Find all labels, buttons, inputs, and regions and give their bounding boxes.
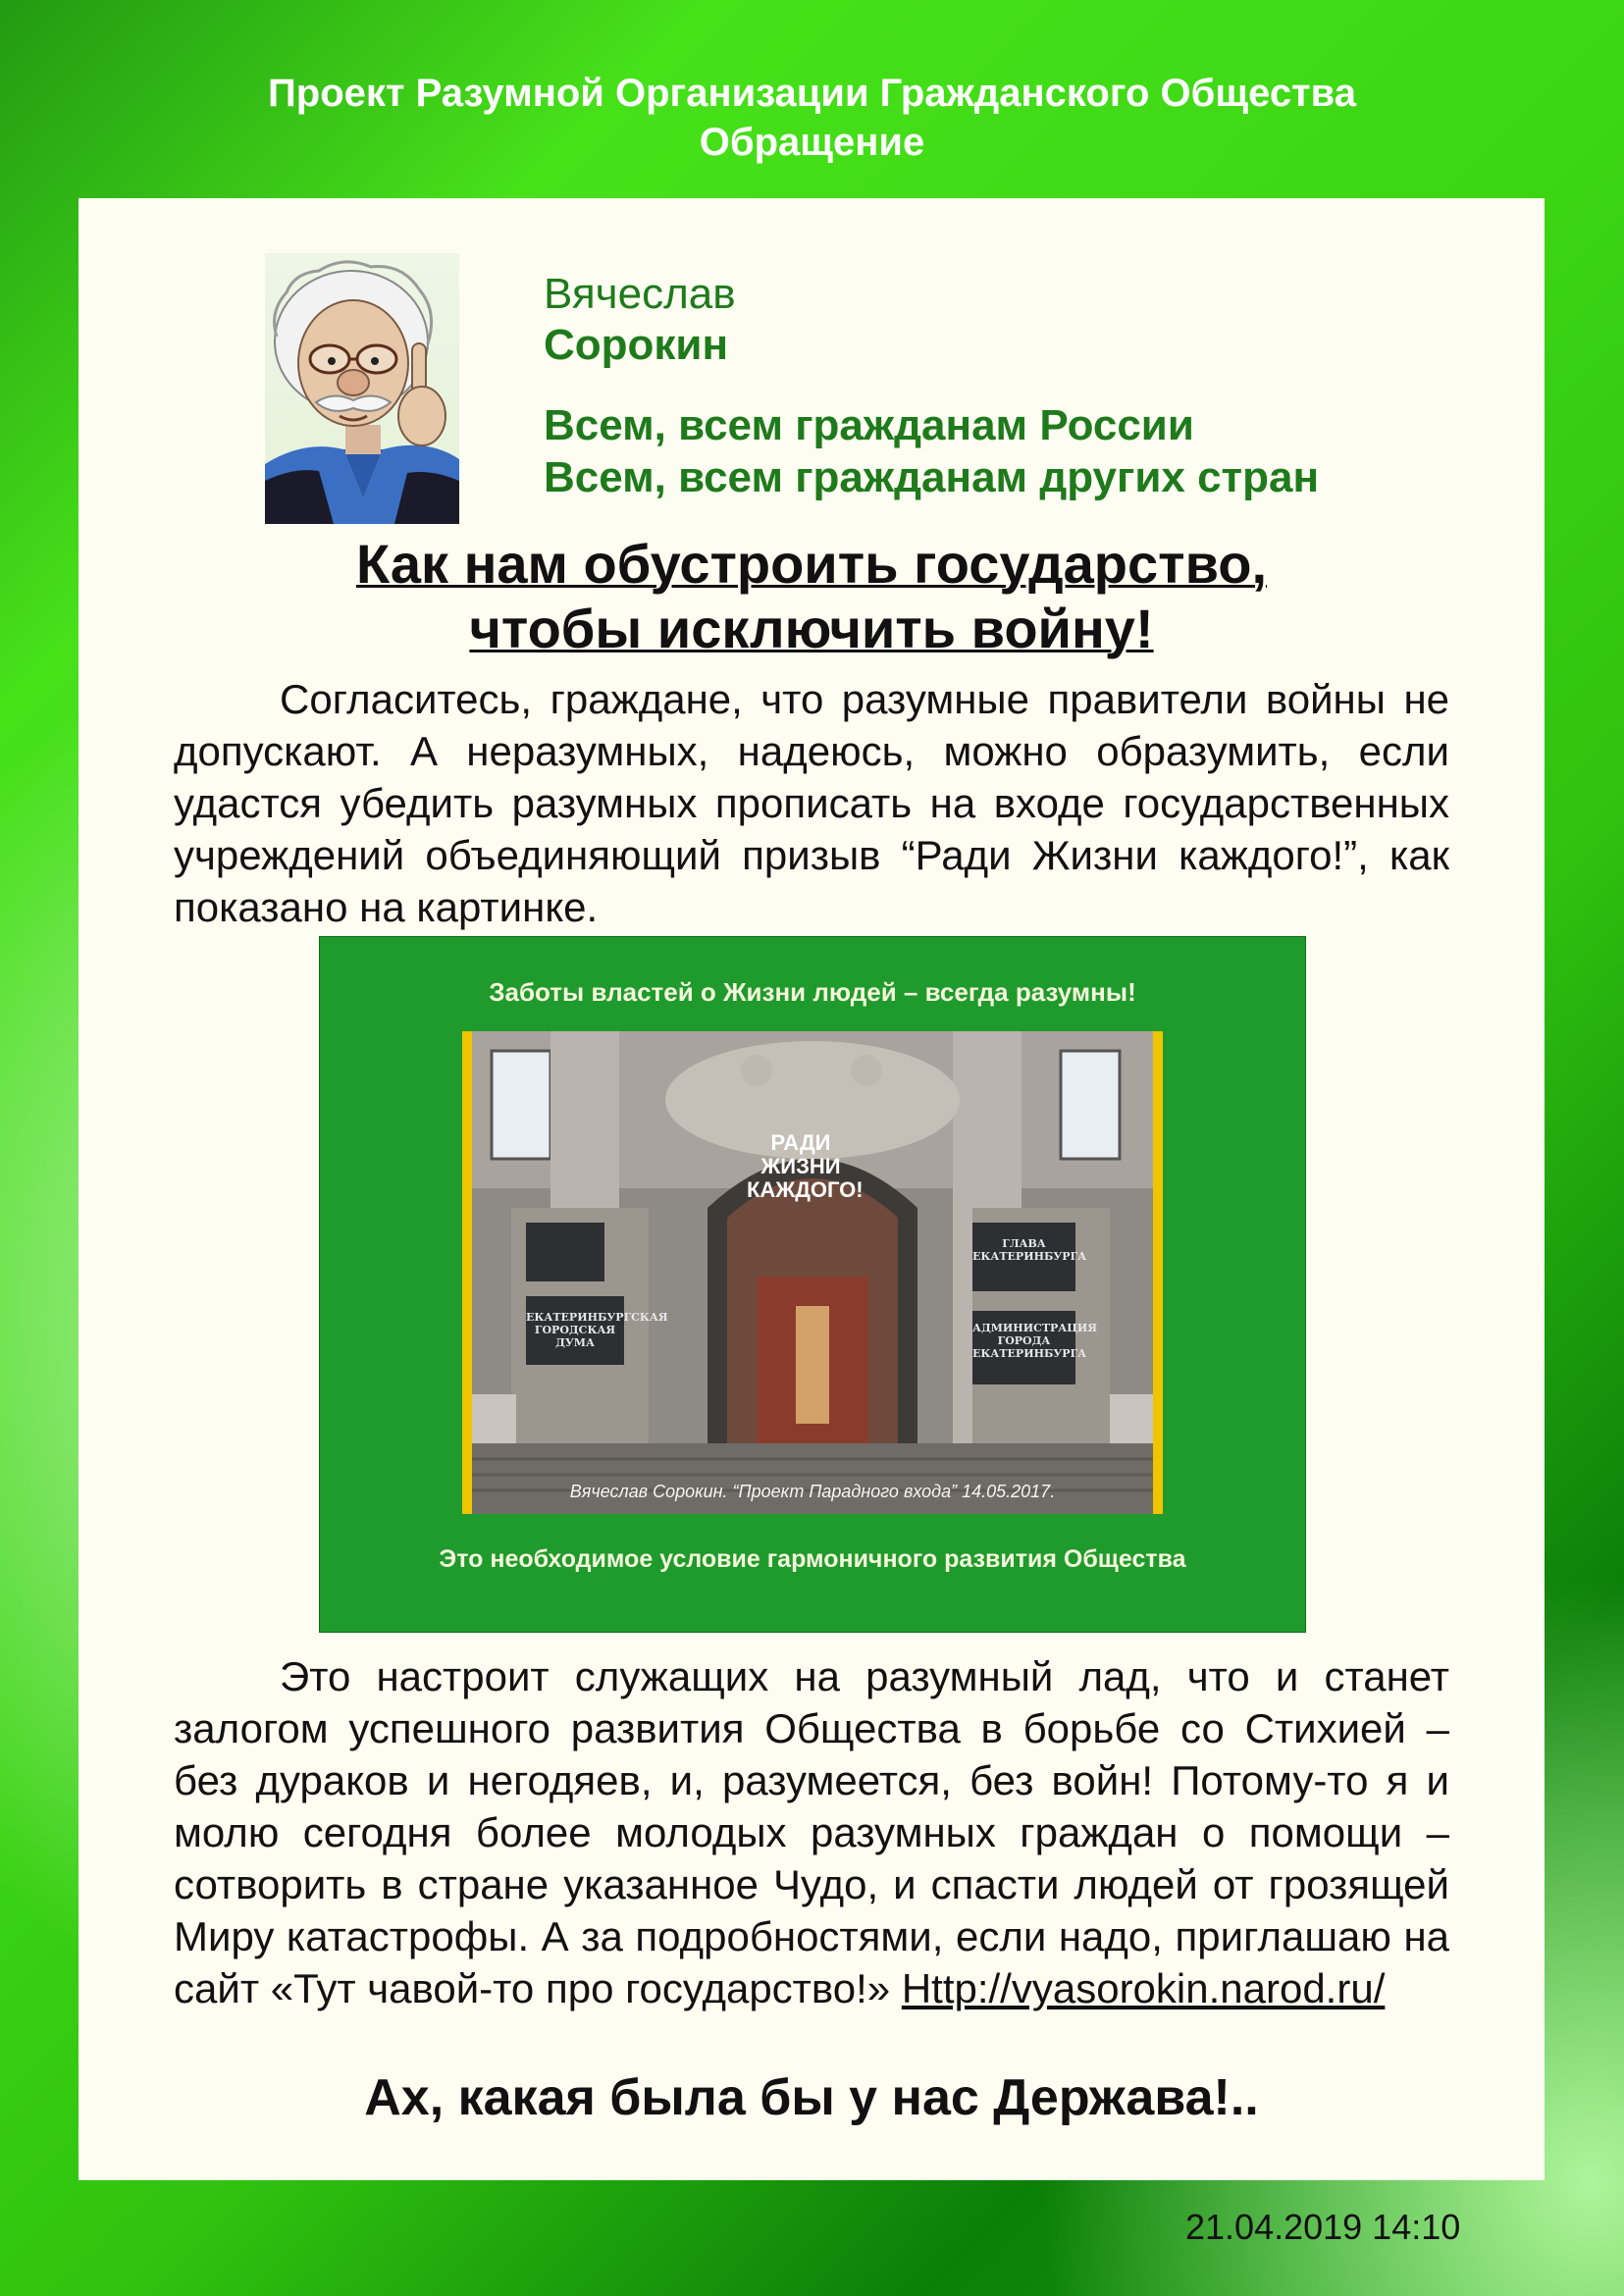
closing-exclamation: Ах, какая была бы у нас Держава!.. bbox=[364, 2069, 1259, 2126]
building-entrance-photo bbox=[462, 1031, 1163, 1514]
left-plaque-line-1: ЕКАТЕРИНБУРГСКАЯ bbox=[526, 1311, 668, 1324]
paragraph-1-text: Согласитесь, граждане, что разумные правители войны не допускают. А неразумных, надеюсь, можно образумить, если удастся убедить разумных прописать на входе государственных учреждений объединяющий призыв “Ради Жизни каждого!”, как показано на картинке. bbox=[174, 676, 1449, 930]
caricature-illustration bbox=[265, 253, 459, 524]
right-plaque-bottom-line-1: АДМИНИСТРАЦИЯ bbox=[972, 1322, 1097, 1334]
author-last-name: Сорокин bbox=[544, 321, 729, 369]
header-project-title: Проект Разумной Организации Гражданского Общества bbox=[268, 72, 1356, 115]
right-plaque-bottom-line-2: ГОРОДА bbox=[997, 1334, 1051, 1347]
right-plaque-bottom-line-3: ЕКАТЕРИНБУРГА bbox=[972, 1347, 1087, 1360]
arch-line-2: ЖИЗНИ bbox=[760, 1154, 841, 1178]
addressee-line-other-countries: Всем, всем гражданам других стран bbox=[544, 453, 1320, 501]
author-first-name: Вячеслав bbox=[544, 270, 736, 318]
arch-line-3: КАЖДОГО! bbox=[747, 1177, 864, 1202]
body-paragraph-2 bbox=[174, 1650, 1449, 2014]
addressee-line-russia: Всем, всем гражданам России bbox=[544, 401, 1194, 449]
author-name bbox=[544, 269, 736, 371]
timestamp: 21.04.2019 14:10 bbox=[1185, 2207, 1461, 2247]
right-plaque-top-line-1: ГЛАВА bbox=[1002, 1237, 1046, 1250]
right-plaque-bottom bbox=[972, 1322, 1097, 1360]
website-link[interactable]: Http://vyasorokin.narod.ru/ bbox=[901, 1965, 1386, 2011]
page-header bbox=[0, 69, 1624, 167]
arch-line-1: РАДИ bbox=[770, 1130, 831, 1155]
right-plaque-top bbox=[972, 1237, 1087, 1263]
arch-inscription bbox=[747, 1130, 864, 1202]
left-plaque bbox=[526, 1311, 668, 1349]
author-portrait bbox=[265, 253, 459, 524]
title-line-1: Как нам обустроить государство, bbox=[355, 533, 1268, 595]
content-panel bbox=[79, 198, 1545, 2180]
poster-bottom-slogan: Это необходимое условие гармоничного развития Общества bbox=[439, 1545, 1186, 1573]
poster-top-slogan: Заботы властей о Жизни людей – всегда разумны! bbox=[489, 977, 1136, 1007]
photo-caption: Вячеслав Сорокин. “Проект Парадного входа” 14.05.2017. bbox=[569, 1482, 1056, 1501]
poster-image bbox=[319, 936, 1306, 1633]
paragraph-2-text: Это настроит служащих на разумный лад, что и станет залогом успешного развития Общества в борьбе со Стихией – без дураков и негодяев, и, разумеется, без войн! Потому-то я и молю сегодня более молодых разумных граждан о помощи – сотворить в стране указанное Чудо, и спасти людей от грозящей Миру катастрофы. А за подробностями, если надо, приглашаю на сайт «Тут чавой-то про государство!» bbox=[174, 1653, 1449, 2011]
document-title bbox=[79, 532, 1545, 661]
body-paragraph-1 bbox=[174, 673, 1449, 933]
right-plaque-top-line-2: ЕКАТЕРИНБУРГА bbox=[972, 1250, 1087, 1263]
title-line-2: чтобы исключить войну! bbox=[469, 598, 1154, 659]
left-plaque-line-2: ГОРОДСКАЯ ДУМА bbox=[534, 1324, 616, 1349]
building-entrance-drawing bbox=[462, 1031, 1163, 1514]
addressee-block bbox=[544, 399, 1319, 503]
header-appeal-label: Обращение bbox=[699, 121, 925, 164]
